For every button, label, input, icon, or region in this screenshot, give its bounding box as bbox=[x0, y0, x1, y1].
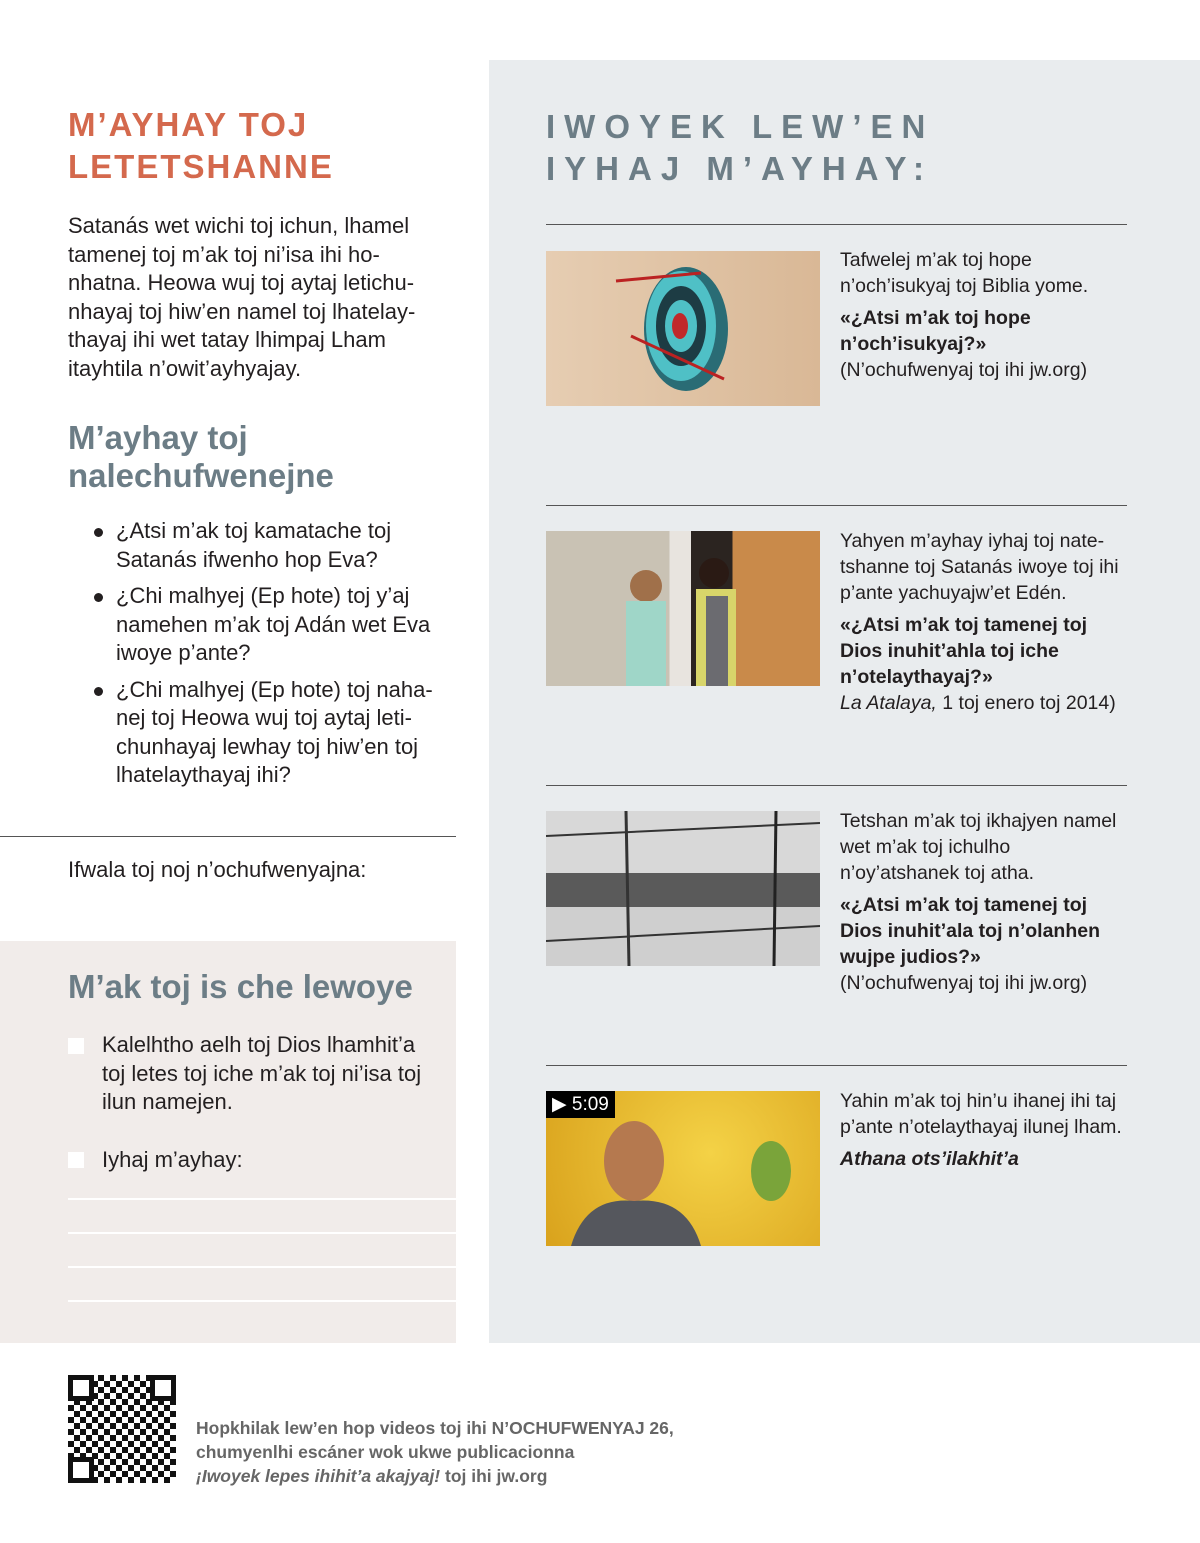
related-item: Yahin m’ak toj hin’u ihanej ihi taj p’ante n’otelaythayaj ilunej lham. Athana ots’ilakhit’a bbox=[840, 1090, 1122, 1170]
intro-text: Satanás wet wichi toj ichun, lhamel tamenej toj m’ak toj ni’isa ihi honhatna. Heowa wuj toj aytaj letichunhayaj toj hiw’en namel toj lhatelaythayaj ihi wet tatay lhimpaj Lham itayhtila n’owit’ayhyajay. bbox=[68, 213, 416, 381]
women-image[interactable] bbox=[546, 531, 820, 686]
target-image[interactable] bbox=[546, 251, 820, 406]
action-item: Iyhaj m’ayhay: bbox=[102, 1147, 243, 1172]
camp-image[interactable] bbox=[546, 811, 820, 966]
questions-list bbox=[68, 517, 453, 798]
article-link[interactable]: «¿Atsi m’ak toj hope n’och’isukyaj?» bbox=[840, 307, 1031, 355]
article-link[interactable]: «¿Atsi m’ak toj tamenej toj Dios inuhit’ahla toj iche n’otelaythayaj?» bbox=[840, 614, 1088, 688]
write-line[interactable] bbox=[68, 1198, 456, 1200]
divider bbox=[546, 785, 1127, 786]
divider bbox=[546, 505, 1127, 506]
question-item: ¿Chi malhyej (Ep hote) toj y’aj namehen m’ak toj Adán wet Eva iwoye p’ante? bbox=[68, 582, 453, 668]
related-title: IWOYEK LEW’EN IYHAJ M’AYHAY: bbox=[546, 108, 935, 187]
related-item: Tetshan m’ak toj ikhajyen namel wet m’ak toj ichulho n’oy’atshanek toj atha. «¿Atsi m’ak toj tamenej toj Dios inuhit’ala toj n’olanhen wujpe judios?» (N’ochufwenyaj toj ihi jw.org) bbox=[840, 808, 1130, 996]
write-line[interactable] bbox=[68, 1232, 456, 1234]
divider bbox=[546, 224, 1127, 225]
footer-text: Hopkhilak lew’en hop videos toj ihi N’OCHUFWENYAJ 26, chumyenlhi escáner wok ukwe publicacionna ¡Iwoyek lepes ihihit’a akajyaj! toj ihi jw.org bbox=[196, 1418, 674, 1486]
divider bbox=[0, 836, 456, 837]
checkbox[interactable] bbox=[68, 1038, 84, 1054]
write-line[interactable] bbox=[68, 1300, 456, 1302]
write-line[interactable] bbox=[68, 1266, 456, 1268]
action-heading: M’ak toj is che lewoye bbox=[68, 968, 413, 1005]
question-item: ¿Chi malhyej (Ep hote) toj nahanej toj Heowa wuj toj aytaj letichunhayaj lewhay toj hiw’en toj lhatelaythayaj ihi? bbox=[68, 676, 453, 790]
video-link[interactable]: Athana ots’ilakhit’a bbox=[840, 1148, 1019, 1170]
qr-code[interactable] bbox=[68, 1375, 176, 1483]
article-link[interactable]: «¿Atsi m’ak toj tamenej toj Dios inuhit’ala toj n’olanhen wujpe judios?» bbox=[840, 894, 1101, 968]
checkbox[interactable] bbox=[68, 1152, 84, 1168]
action-item: Kalelhtho aelh toj Dios lhamhit’a toj letes toj iche m’ak toj ni’isa toj ilun namejen. bbox=[102, 1032, 422, 1114]
divider bbox=[546, 1065, 1127, 1066]
next-lesson-label: Ifwala toj noj n’ochufwenyajna: bbox=[68, 857, 367, 882]
questions-heading: M’ayhay toj nalechufwenejne bbox=[68, 419, 334, 494]
related-item: Tafwelej m’ak toj hope n’och’isukyaj toj Biblia yome. «¿Atsi m’ak toj hope n’och’isukyaj?» (N’ochufwenyaj toj ihi jw.org) bbox=[840, 247, 1130, 383]
video-duration-badge: ▶ 5:09 bbox=[546, 1091, 615, 1118]
page-title: M’AYHAY TOJ LETETSHANNE bbox=[68, 106, 334, 185]
question-item: ¿Atsi m’ak toj kamatache toj Satanás ifwenho hop Eva? bbox=[68, 517, 453, 574]
related-item: Yahyen m’ayhay iyhaj toj natetshanne toj Satanás iwoye toj ihi p’ante yachuyajw’et Edén. «¿Atsi m’ak toj tamenej toj Dios inuhit’ahla toj iche n’otelaythayaj?» La Atalaya, 1 toj enero toj 2014) bbox=[840, 528, 1130, 716]
video-thumbnail[interactable] bbox=[546, 1091, 820, 1246]
